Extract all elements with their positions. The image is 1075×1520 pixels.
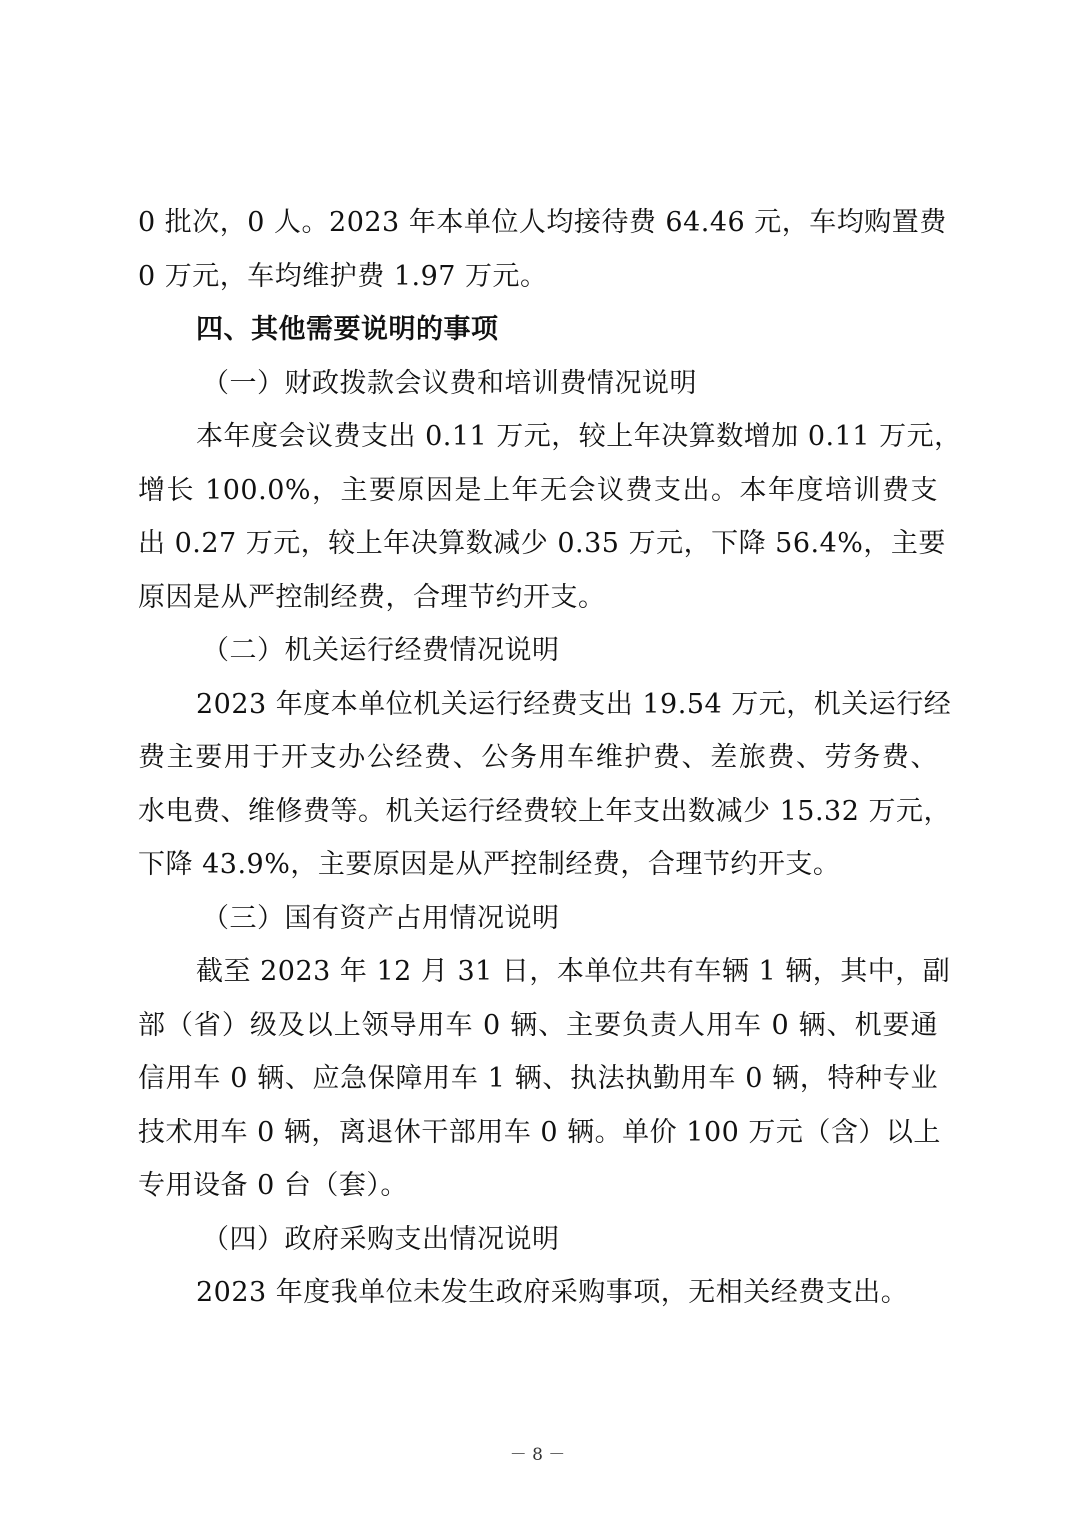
paragraph-line: 专用设备 0 台（套）。	[138, 1170, 408, 1201]
paragraph-line: 技术用车 0 辆，离退休干部用车 0 辆。单价 100 万元（含）以上	[138, 1116, 941, 1148]
paragraph-line: 本年度会议费支出 0.11 万元，较上年决算数增加 0.11 万元，	[196, 421, 962, 452]
document-body	[138, 196, 962, 1320]
page-number: － 8 －	[509, 1445, 566, 1465]
paragraph-line: 费主要用于开支办公经费、公务用车维护费、差旅费、劳务费、	[138, 742, 938, 773]
paragraph-line: 原因是从严控制经费，合理节约开支。	[138, 581, 606, 613]
paragraph-line: 0 批次，0 人。2023 年本单位人均接待费 64.46 元，车均购置费	[138, 207, 947, 238]
paragraph-line: 水电费、维修费等。机关运行经费较上年支出数减少 15.32 万元，	[138, 795, 951, 827]
section-heading: 四、其他需要说明的事项	[196, 314, 499, 345]
subsection-heading: （三）国有资产占用情况说明	[202, 902, 560, 934]
paragraph-line: 出 0.27 万元，较上年决算数减少 0.35 万元，下降 56.4%，主要	[138, 528, 946, 559]
paragraph-line: 信用车 0 辆、应急保障用车 1 辆、执法执勤用车 0 辆，特种专业	[138, 1063, 938, 1094]
subsection-heading: （二）机关运行经费情况说明	[202, 635, 560, 666]
paragraph-line: 增长 100.0%，主要原因是上年无会议费支出。本年度培训费支	[138, 474, 938, 506]
paragraph-line: 下降 43.9%，主要原因是从严控制经费，合理节约开支。	[138, 849, 841, 880]
paragraph-line: 截至 2023 年 12 月 31 日，本单位共有车辆 1 辆，其中，副	[196, 956, 951, 987]
paragraph-line: 部（省）级及以上领导用车 0 辆、主要负责人用车 0 辆、机要通	[138, 1009, 938, 1041]
paragraph-line: 0 万元，车均维护费 1.97 万元。	[138, 260, 548, 292]
paragraph-line: 2023 年度我单位未发生政府采购事项，无相关经费支出。	[196, 1277, 909, 1308]
subsection-heading: （一）财政拨款会议费和培训费情况说明	[202, 367, 697, 399]
subsection-heading: （四）政府采购支出情况说明	[202, 1223, 560, 1255]
paragraph-line: 2023 年度本单位机关运行经费支出 19.54 万元，机关运行经	[196, 688, 952, 720]
